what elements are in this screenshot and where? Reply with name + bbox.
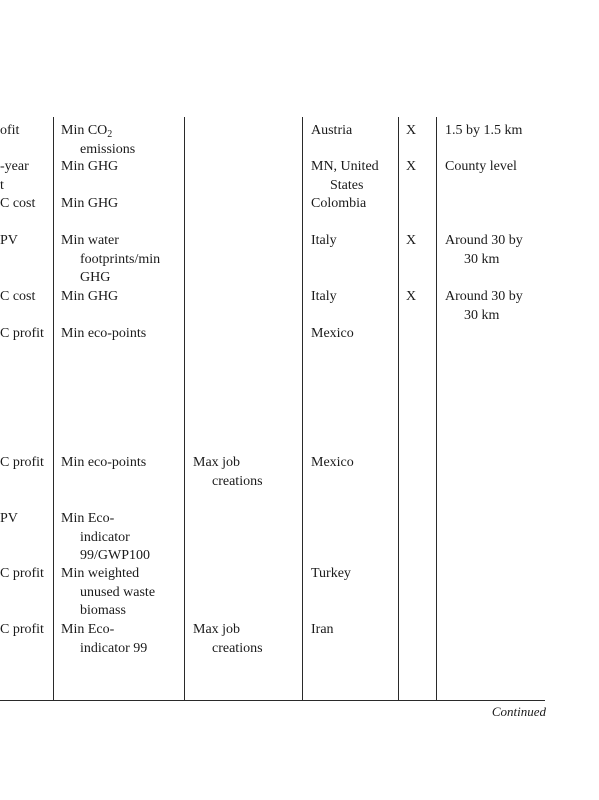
cell-country: Colombia	[311, 196, 367, 211]
column-rule	[398, 117, 399, 701]
cell-objective-env: Min weighted unused waste biomass	[61, 566, 156, 618]
continued-note: Continued	[491, 704, 546, 719]
cell-objective-env: Min Eco- indicator 99/GWP100	[61, 511, 150, 563]
cell-objective-econ: C profit	[0, 455, 44, 470]
cell-country: Italy	[311, 289, 337, 304]
cell-objective-env: Min eco-points	[61, 455, 147, 470]
cell-objective-env: Min GHG	[61, 196, 119, 211]
cell-objective-env: Min $CO_2$ emissions	[61, 123, 136, 157]
cell-objective-env: Min Eco- indicator 99	[61, 622, 148, 656]
cell-spatial-flag: X	[406, 159, 417, 174]
cell-spatial-flag: X	[406, 233, 417, 248]
cell-objective-env: Min eco-points	[61, 326, 147, 341]
cell-objective-econ: C profit	[0, 622, 44, 637]
cell-country: MN, United States	[311, 159, 379, 193]
cell-spatial-flag: X	[406, 123, 417, 138]
cell-country: Mexico	[311, 326, 354, 341]
column-rule	[53, 117, 54, 701]
cell-objective-env: Min water footprints/min GHG	[61, 233, 161, 285]
cell-resolution: County level	[445, 159, 517, 174]
column-rule	[436, 117, 437, 701]
cell-objective-econ: C cost	[0, 289, 36, 304]
column-rule	[302, 117, 303, 701]
cell-objective-social: Max job creations	[193, 455, 263, 489]
cell-objective-econ: C cost	[0, 196, 36, 211]
cell-spatial-flag: X	[406, 289, 417, 304]
cell-objective-econ: -year t	[0, 159, 29, 193]
cell-objective-econ: C profit	[0, 566, 44, 581]
cell-resolution: 1.5 by 1.5 km	[445, 123, 523, 138]
cell-resolution: Around 30 by 30 km	[445, 233, 523, 267]
cell-objective-econ: PV	[0, 511, 18, 526]
cell-country: Mexico	[311, 455, 354, 470]
cell-objective-econ: PV	[0, 233, 18, 248]
cell-country: Austria	[311, 123, 353, 138]
cell-country: Iran	[311, 622, 334, 637]
table-bottom-rule	[0, 700, 545, 701]
cell-objective-econ: ofit	[0, 123, 20, 138]
cell-objective-env: Min GHG	[61, 289, 119, 304]
cell-country: Italy	[311, 233, 337, 248]
cell-country: Turkey	[311, 566, 351, 581]
cell-objective-social: Max job creations	[193, 622, 263, 656]
cell-resolution: Around 30 by 30 km	[445, 289, 523, 323]
cell-objective-econ: C profit	[0, 326, 44, 341]
cell-objective-env: Min GHG	[61, 159, 119, 174]
